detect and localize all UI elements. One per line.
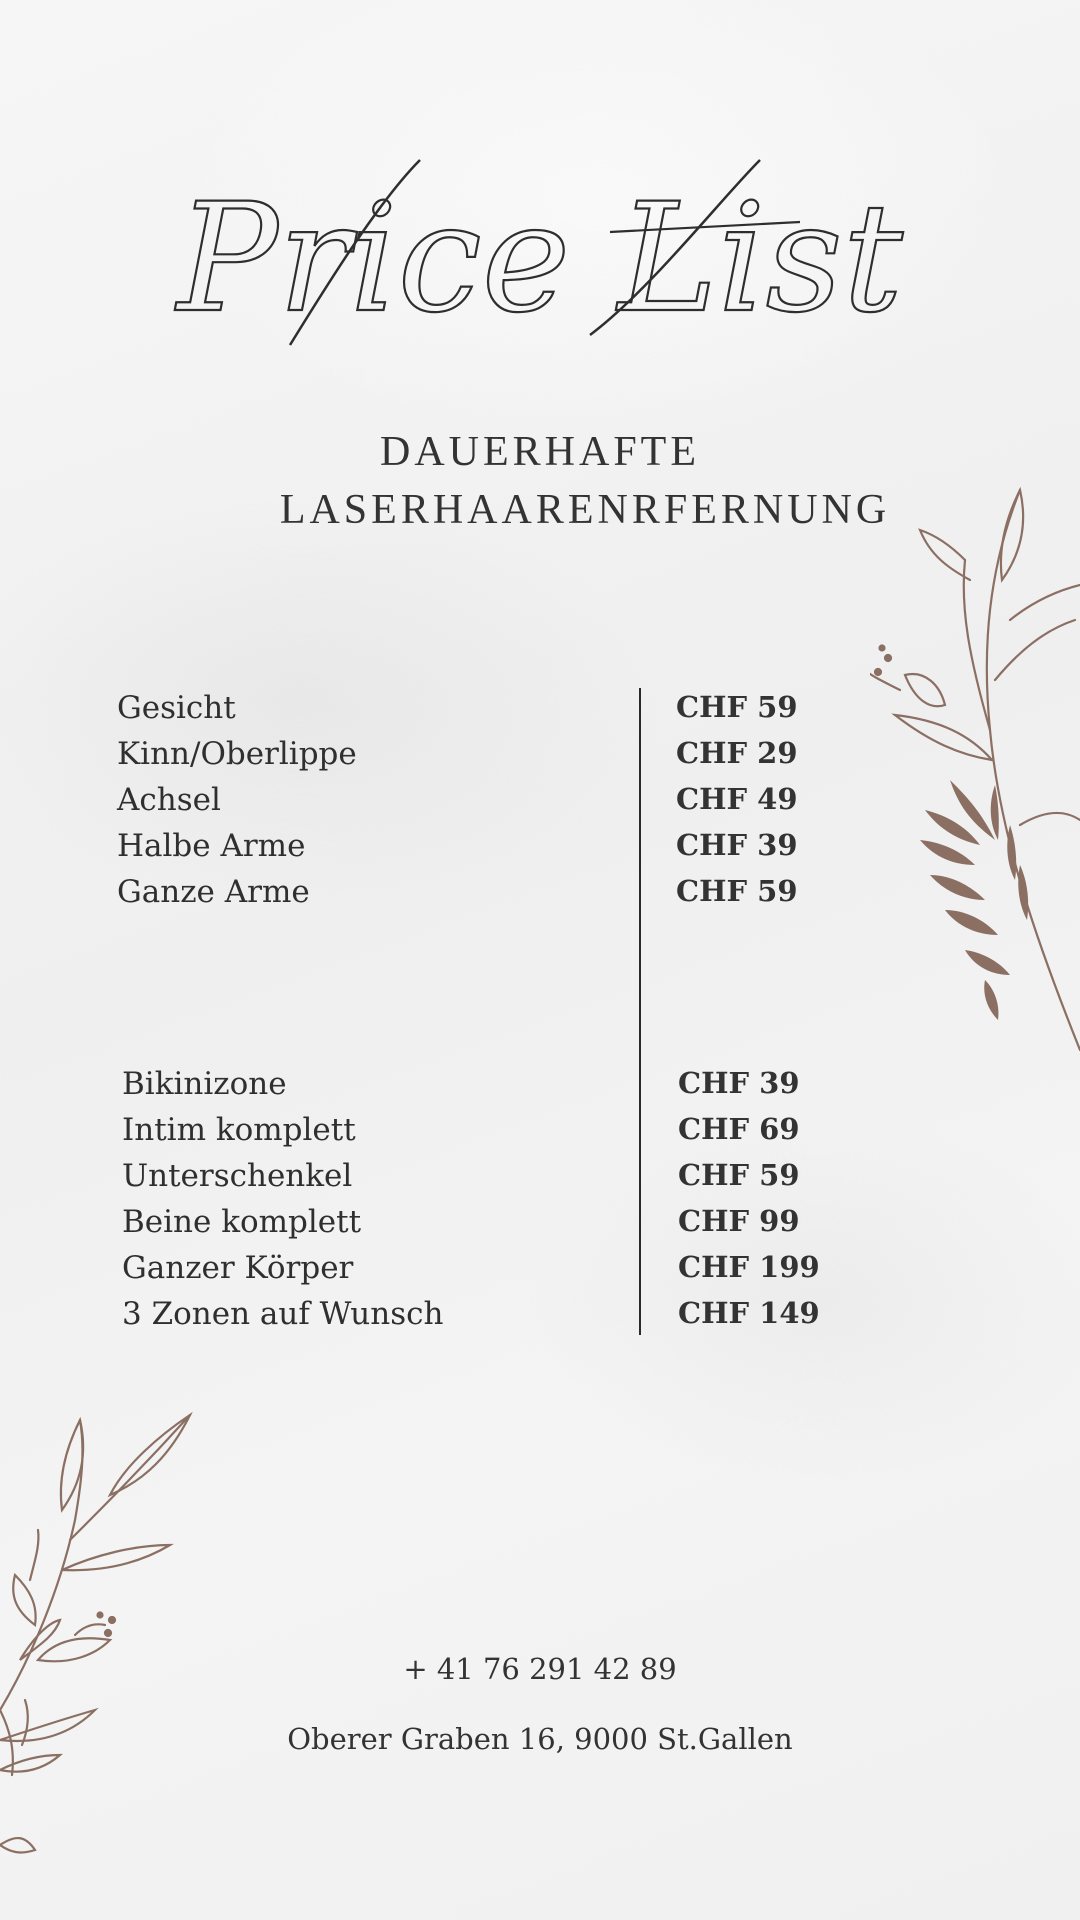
service-name: Kinn/Oberlippe <box>117 736 357 772</box>
page-title <box>0 140 1080 380</box>
service-name: Beine komplett <box>122 1204 362 1240</box>
column-divider <box>639 688 641 1335</box>
floral-branch-top-right-icon <box>870 480 1080 1060</box>
subtitle-line-1: DAUERHAFTE <box>380 429 700 475</box>
service-name: Gesicht <box>117 690 236 726</box>
service-name: Intim komplett <box>122 1112 356 1148</box>
service-price: CHF 199 <box>678 1250 820 1284</box>
service-name: Ganzer Körper <box>122 1250 354 1286</box>
service-price: CHF 69 <box>678 1112 800 1146</box>
phone-number: + 41 76 291 42 89 <box>403 1652 677 1686</box>
service-name: Achsel <box>117 782 221 818</box>
service-name: Bikinizone <box>122 1066 287 1102</box>
service-name: Unterschenkel <box>122 1158 353 1194</box>
service-price: CHF 39 <box>676 828 798 862</box>
service-price: CHF 59 <box>678 1158 800 1192</box>
subtitle-line-2: LASERHAARENRFERNUNG <box>279 487 891 533</box>
service-price: CHF 59 <box>676 690 798 724</box>
service-price: CHF 39 <box>678 1066 800 1100</box>
floral-branch-bottom-left-icon <box>0 1410 200 1860</box>
title-lettering: Price List <box>177 172 903 346</box>
service-name: 3 Zonen auf Wunsch <box>122 1296 444 1332</box>
service-price: CHF 49 <box>676 782 798 816</box>
address: Oberer Graben 16, 9000 St.Gallen <box>287 1722 793 1756</box>
service-name: Ganze Arme <box>117 874 310 910</box>
service-price: CHF 29 <box>676 736 798 770</box>
service-price: CHF 99 <box>678 1204 800 1238</box>
service-price: CHF 149 <box>678 1296 820 1330</box>
service-price: CHF 59 <box>676 874 798 908</box>
service-name: Halbe Arme <box>117 828 306 864</box>
